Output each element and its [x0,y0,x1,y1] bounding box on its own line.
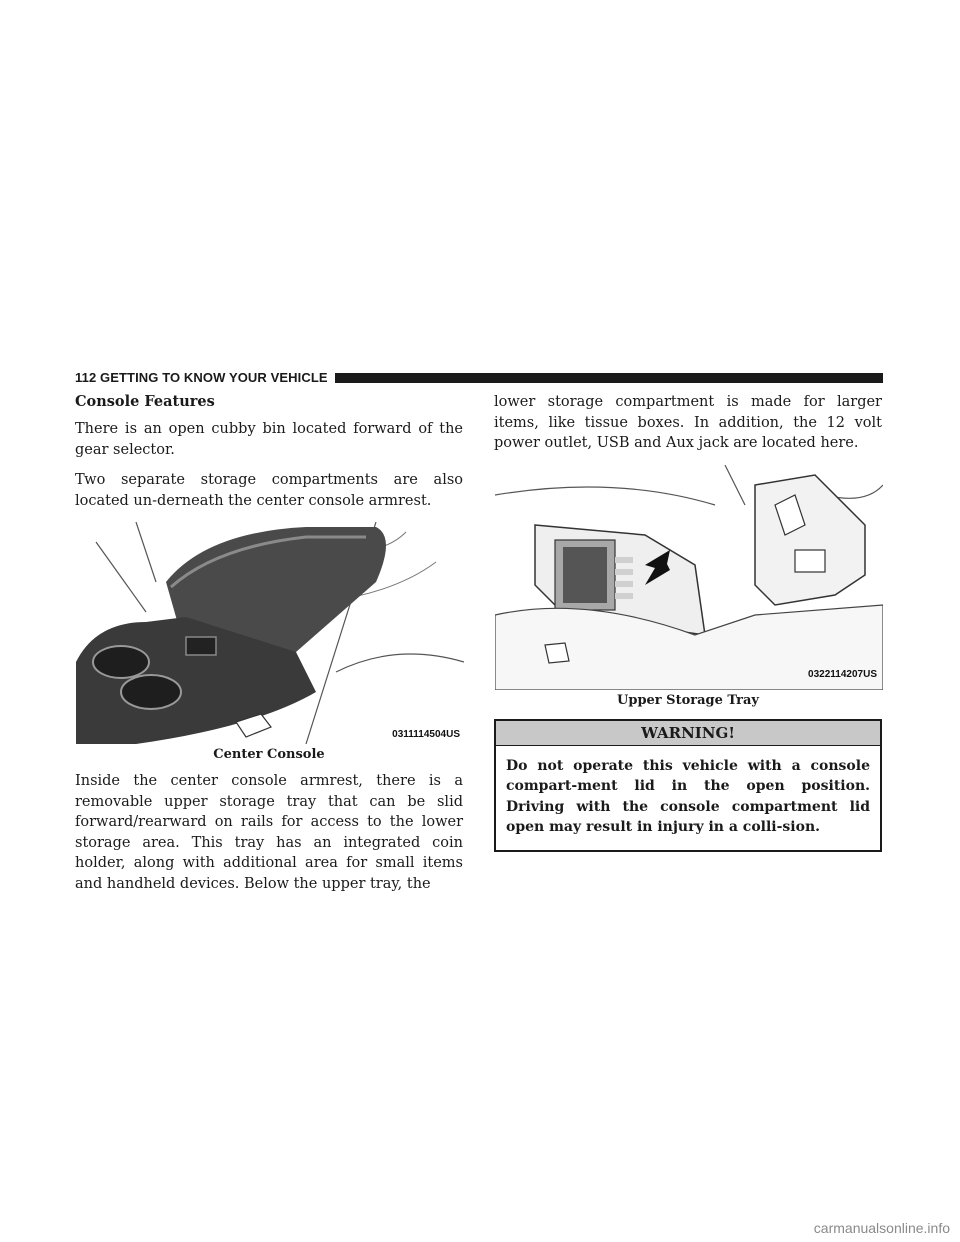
figure-code: 0311114504US [392,729,460,740]
header-rule [335,373,883,383]
warning-box [494,719,882,852]
upper-storage-figure [494,464,884,691]
figure-caption: Center Console [213,747,325,762]
header-label [75,370,328,386]
right-column [494,392,882,852]
upper-storage-illustration [495,465,883,690]
warning-title: WARNING! [496,721,880,746]
section-title: Console Features [75,393,215,410]
chapter-title: GETTING TO KNOW YOUR VEHICLE [100,370,328,385]
paragraph-cubby: There is an open cubby bin located forward of the gear selector. [75,421,463,458]
paragraph-upper-tray: Inside the center console armrest, there is a removable upper storage tray that can be slid forward/rearward on rails for access to the lower storage area. This tray has an integrated coin holder, along with additional area for small items and handheld devices. Below the upper tray, the [75,773,463,892]
figure-code: 0322114207US [808,668,877,680]
page-number: 112 [75,370,97,385]
paragraph-lower-storage: lower storage compartment is made for larger items, like tissue boxes. In addition, the 12 volt power outlet, USB and Aux jack are located here. [494,394,882,451]
center-console-illustration [76,522,464,744]
watermark: carmanualsonline.info [813,1220,950,1236]
warning-text: Do not operate this vehicle with a console compart-ment lid in the open position. Driving with the console compartment lid open may result in injury in a colli-sion. [506,757,870,835]
page-header [75,370,883,386]
paragraph-compartments: Two separate storage compartments are also located un-derneath the center console armrest. [75,472,463,509]
figure-caption: Upper Storage Tray [617,692,759,708]
left-column [75,392,463,904]
center-console-figure [75,521,465,745]
